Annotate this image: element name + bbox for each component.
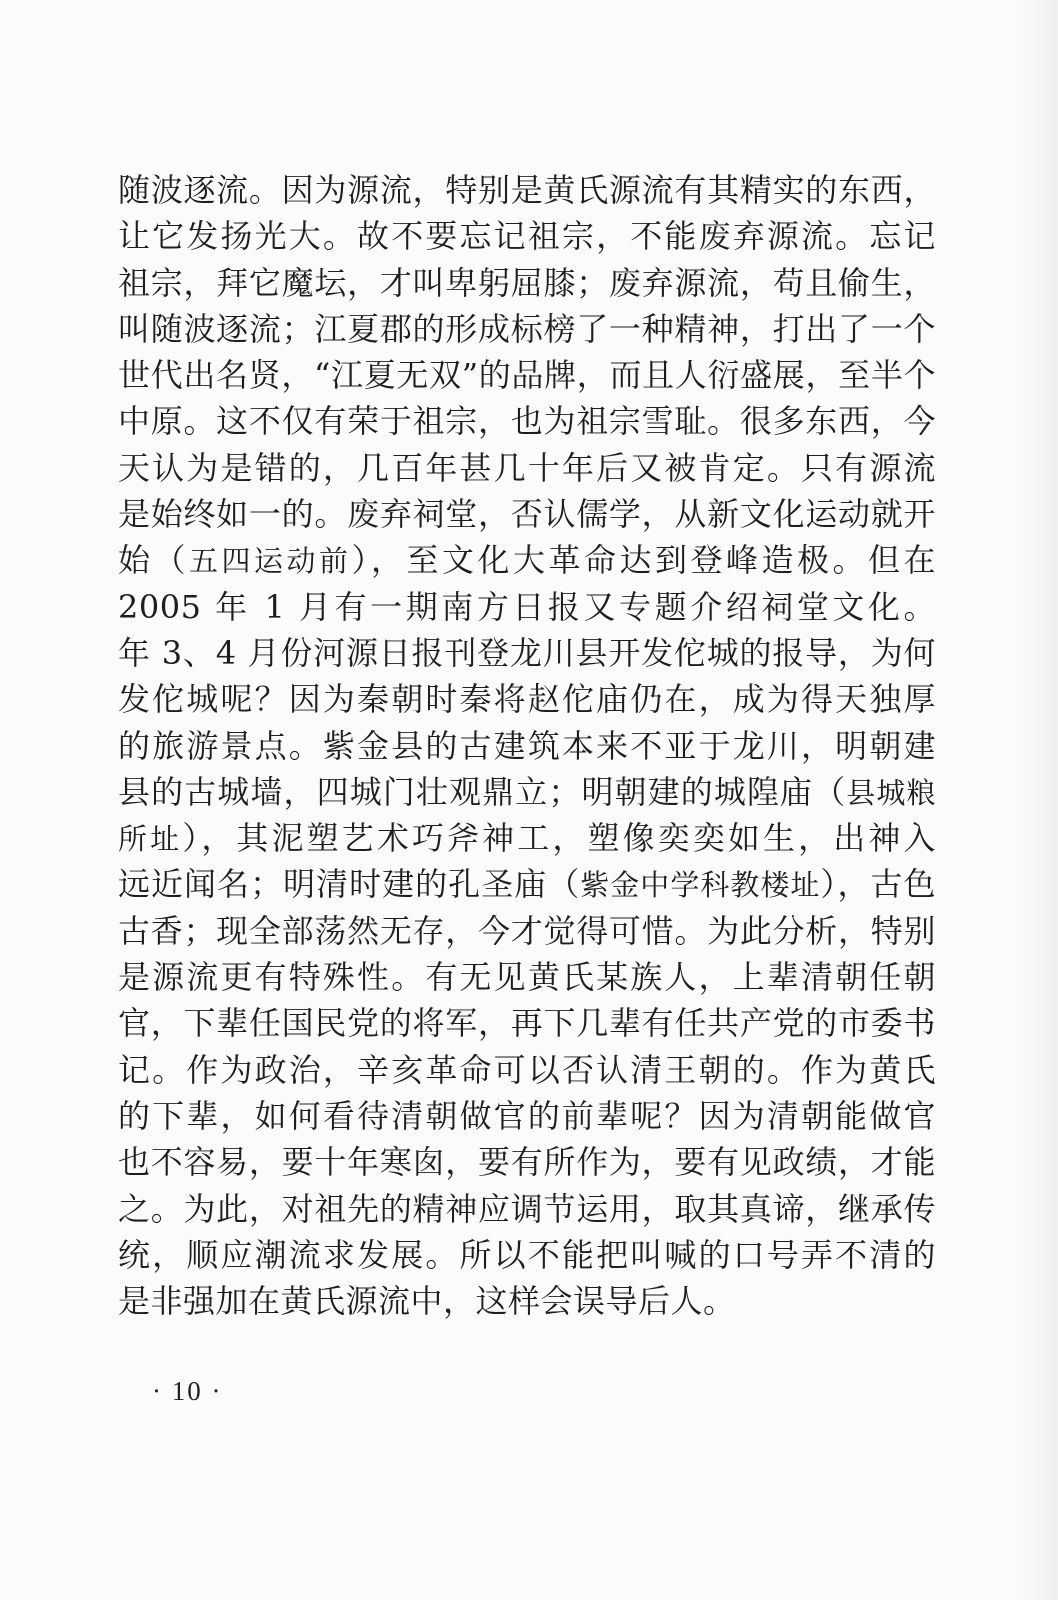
- text-line-12: [118, 676, 936, 722]
- text-line-16: [118, 861, 936, 907]
- text-line-14: [118, 769, 936, 815]
- text-segment: 的下辈，如何看待清朝做官的前辈呢？因为清朝能做官: [118, 1096, 936, 1135]
- text-segment: 是源流更有特殊性。有无见黄氏某族人，上辈清朝任朝: [118, 958, 936, 997]
- text-line-23: [118, 1186, 936, 1232]
- text-segment: 发佗城呢？因为秦朝时秦将赵佗庙仍在，成为得天独厚: [118, 680, 936, 719]
- text-segment: 远近闻名；明清时建的孔圣庙（: [118, 865, 581, 904]
- text-segment: 年 3、4 月份河源日报刊登龙川县开发佗城的报导，为何: [118, 633, 936, 672]
- text-line-8: [118, 491, 936, 537]
- parenthetical-note: 五四运动前: [189, 544, 352, 579]
- text-line-19: [118, 1000, 936, 1046]
- text-line-11: [118, 630, 936, 676]
- text-line-4: [118, 306, 936, 352]
- text-segment: 记。作为政治，辛亥革命可以否认清王朝的。作为黄氏: [118, 1050, 936, 1089]
- parenthetical-note: 紫金中学科教楼址: [580, 868, 821, 903]
- text-line-17: [118, 908, 936, 954]
- text-line-5: [118, 352, 936, 398]
- text-segment: 祖宗，拜它魔坛，才叫卑躬屈膝；废弃源流，苟且偷生，: [118, 263, 936, 302]
- text-line-20: [118, 1047, 936, 1093]
- text-segment: ），其泥塑艺术巧斧神工，塑像奕奕如生，出神入: [182, 819, 936, 858]
- text-segment: 是非强加在黄氏源流中，这样会误导后人。: [118, 1282, 736, 1321]
- parenthetical-note: 县城粮: [846, 775, 936, 810]
- text-line-15: [118, 815, 936, 861]
- text-line-2: [118, 213, 936, 259]
- text-segment: 随波逐流。因为源流，特别是黄氏源流有其精实的东西，: [118, 171, 936, 209]
- text-segment: ），至文化大革命达到登峰造极。但在: [351, 541, 936, 580]
- text-segment: 之。为此，对祖先的精神应调节运用，取其真谛，继承传: [118, 1189, 936, 1228]
- text-segment: 的旅游景点。紫金县的古建筑本来不亚于龙川，明朝建: [118, 726, 936, 765]
- text-segment: 也不容易，要十年寒囱，要有所作为，要有见政绩，才能: [118, 1143, 936, 1182]
- text-segment: 始（: [118, 541, 189, 580]
- parenthetical-note: 所址: [118, 822, 183, 857]
- page-number: · 10 ·: [152, 1376, 223, 1406]
- text-segment: 是始终如一的。废弃祠堂，否认儒学，从新文化运动就开: [118, 495, 936, 534]
- text-segment: 2005 年 1 月有一期南方日报又专题介绍祠堂文化。: [118, 587, 936, 626]
- text-segment: 古香；现全部荡然无存，今才觉得可惜。为此分析，特别: [118, 911, 936, 950]
- text-line-10: [118, 584, 936, 630]
- body-text: [118, 167, 936, 1324]
- text-segment: 统，顺应潮流求发展。所以不能把叫喊的口号弄不清的: [118, 1235, 936, 1274]
- text-line-22: [118, 1139, 936, 1185]
- text-line-21: [118, 1093, 936, 1139]
- text-line-6: [118, 398, 936, 444]
- text-segment: 中原。这不仅有荣于祖宗，也为祖宗雪耻。很多东西，今: [118, 402, 936, 441]
- text-line-13: [118, 723, 936, 769]
- text-segment: 官，下辈任国民党的将军，再下几辈有任共产党的市委书: [118, 1004, 936, 1043]
- text-segment: ），古色: [820, 865, 936, 904]
- text-segment: 世代出名贤，“江夏无双”的品牌，而且人衍盛展，至半个: [118, 356, 936, 395]
- page-edge-shadow: [1018, 0, 1058, 1600]
- text-segment: 天认为是错的，几百年甚几十年后又被肯定。只有源流: [118, 448, 936, 487]
- text-segment: 县的古城墙，四城门壮观鼎立；明朝建的城隍庙（: [118, 772, 847, 811]
- text-line-7: [118, 445, 936, 491]
- text-segment: 叫随波逐流；江夏郡的形成标榜了一种精神，打出了一个: [118, 309, 936, 348]
- text-line-3: [118, 260, 936, 306]
- text-line-9: [118, 537, 936, 583]
- text-line-25: [118, 1278, 936, 1324]
- text-segment: 让它发扬光大。故不要忘记祖宗，不能废弃源流。忘记: [118, 217, 936, 256]
- text-line-24: [118, 1232, 936, 1278]
- text-line-18: [118, 954, 936, 1000]
- text-line-1: [118, 167, 936, 213]
